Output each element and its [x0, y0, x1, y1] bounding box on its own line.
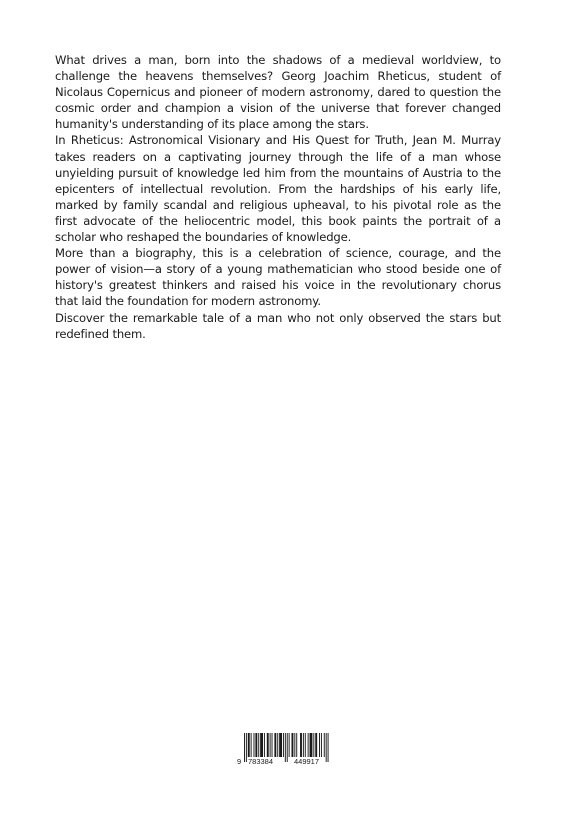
blurb-text — [55, 52, 501, 342]
blurb-paragraph-3: More than a biography, this is a celebration of science, courage, and the power of vision—a story of a young mathematician who stood beside one of history's greatest thinkers and raised his voice in the revolutionary chorus that laid the foundation for modern astronomy. — [55, 246, 501, 309]
barcode-bar — [287, 733, 288, 762]
barcode-bar — [260, 733, 263, 757]
barcode-bar — [248, 733, 250, 757]
barcode-bar — [246, 733, 247, 762]
barcode-bar — [296, 733, 297, 757]
barcode-bar — [326, 733, 327, 762]
barcode-bar — [251, 733, 252, 757]
barcode-bar — [285, 733, 286, 762]
barcode-bar — [258, 733, 259, 757]
barcode-bar — [277, 733, 278, 757]
barcode-bar — [272, 733, 273, 757]
barcode-bar — [244, 733, 245, 762]
barcode-bar — [255, 733, 257, 757]
barcode-bar — [319, 733, 320, 757]
barcode-digit-first: 9 — [237, 757, 242, 766]
barcode-bar — [305, 733, 306, 757]
barcode-bar — [279, 733, 282, 757]
barcode-bar — [313, 733, 314, 757]
barcode-digits-left: 783384 — [248, 757, 274, 766]
barcode-bar — [254, 733, 255, 757]
blurb-paragraph-1: What drives a man, born into the shadows of a medieval worldview, to challenge the heavens themselves? Georg Joachim Rheticus, student of Nicolaus Copernicus and pioneer of modern astronomy, dared to question the cosmic order and champion a vision of the universe that forever changed humanity's understanding of its place among the stars. — [55, 53, 501, 132]
barcode-bar — [274, 733, 276, 757]
barcode-bar — [264, 733, 265, 757]
barcode-bar — [324, 733, 325, 757]
blurb-paragraph-2: In Rheticus: Astronomical Visionary and His Quest for Truth, Jean M. Murray takes readers on a captivating journey through the life of a man whose unyielding pursuit of knowledge led him from the mountains of Austria to the epicenters of intellectual revolution. From the hardships of his early life, marked by family scandal and religious upheaval, to his pivotal role as the first advocate of the heliocentric model, this book paints the portrait of a scholar who reshaped the boundaries of knowledge. — [55, 133, 501, 245]
barcode-bar — [300, 733, 302, 757]
barcode-bar — [328, 733, 329, 762]
barcode-bar — [283, 733, 284, 757]
barcode-bar — [315, 733, 317, 757]
barcode-bar — [321, 733, 322, 757]
barcode-bar — [289, 733, 290, 757]
barcode-bar — [308, 733, 309, 757]
barcode-bar — [294, 733, 295, 757]
isbn-barcode — [236, 733, 340, 767]
barcode-bar — [270, 733, 271, 757]
barcode-bar — [267, 733, 269, 757]
blurb-paragraph-4: Discover the remarkable tale of a man who not only observed the stars but redefined them. — [55, 310, 501, 341]
barcode-bar — [310, 733, 313, 757]
barcode-bar — [292, 733, 294, 757]
barcode-graphic — [236, 733, 340, 767]
barcode-bar — [303, 733, 304, 757]
barcode-digits-right: 449917 — [294, 757, 320, 766]
